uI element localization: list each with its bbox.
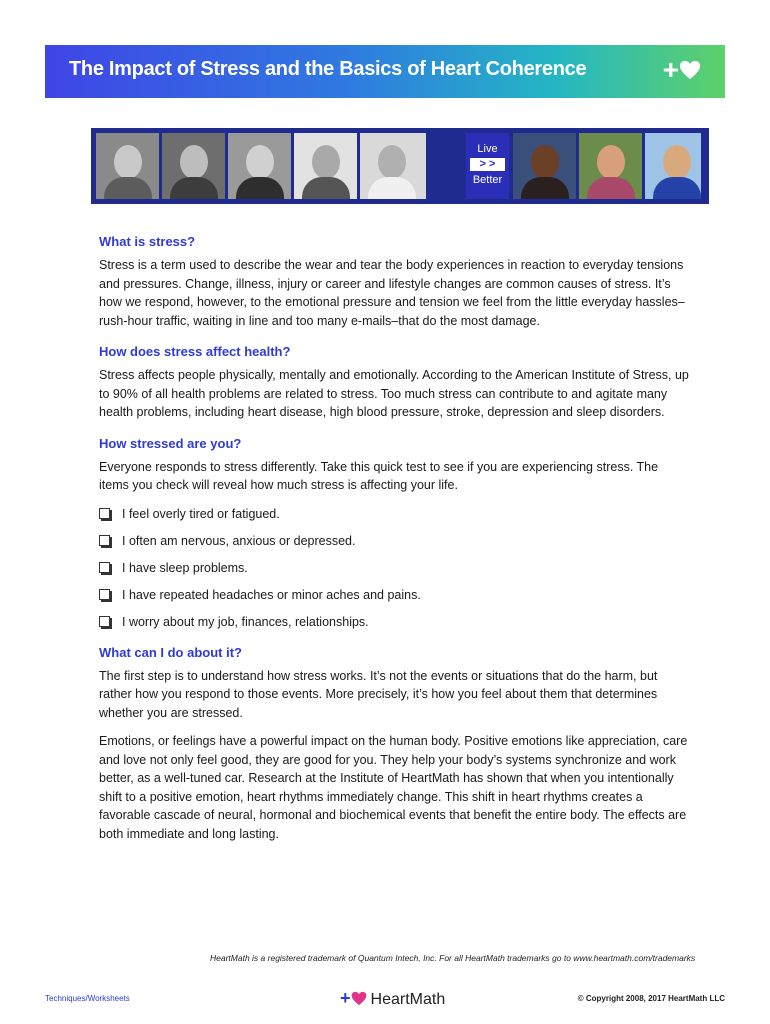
live-better-badge [466,133,509,199]
checkbox-icon[interactable] [99,616,110,627]
section-paragraph: Everyone responds to stress differently. Take this quick test to see if you are experiencing stress. The items you check will reveal how much stress is affecting your life. [99,459,659,492]
arrows-icon: > > [470,158,505,171]
checklist-item[interactable] [99,559,691,577]
brand-name: HeartMath [370,991,446,1008]
checkbox-icon[interactable] [99,562,110,573]
photo-stressed-man [228,133,291,199]
checkbox-icon[interactable] [99,535,110,546]
live-label: Live [477,143,498,155]
section-health-effects [99,344,691,422]
checklist-label: I often am nervous, anxious or depressed. [122,533,356,548]
page-title: The Impact of Stress and the Basics of Heart Coherence [69,58,587,80]
main-content [99,234,691,857]
checklist-label: I have repeated headaches or minor aches and pains. [122,587,421,602]
section-paragraph: Stress affects people physically, mentally and emotionally. According to the American Institute of Stress, up to 90% of all health problems are related to stress. Too much stress can contribute to and agitate many health problems, including heart disease, high blood pressure, stroke, depression and sleep disorders. [99,368,689,419]
checkbox-icon[interactable] [99,508,110,519]
section-stress-test [99,436,691,631]
checklist-item[interactable] [99,532,691,550]
section-paragraph: Emotions, or feelings have a powerful impact on the human body. Positive emotions like appreciation, care and love not only feel good, they are good for you. They help your body’s systems synchronize and work better, as a well-tuned car. Research at the Institute of HeartMath has shown that when you intentionally shift to a positive emotion, heart rhythms immediately change. This shift in heart rhythms creates a favorable cascade of neural, hormonal and biochemical events that benefit the entire body. The effects are both immediate and long lasting. [99,734,688,841]
heartmath-logo [663,55,701,85]
checklist-label: I have sleep problems. [122,560,248,575]
trademark-notice: HeartMath is a registered trademark of Quantum Intech, Inc. For all HeartMath trademarks go to www.heartmath.com/trademarks [210,953,696,963]
header-banner [45,45,725,98]
checklist-item[interactable] [99,613,691,631]
section-paragraph: Stress is a term used to describe the wear and tear the body experiences in reaction to everyday tensions and pressures. Change, illness, injury or career and lifestyle changes are common causes of stress. It’s how we respond, however, to the emotional pressure and tension we feel from the little everyday hassles–rush-hour traffic, waiting in line and too many e-mails–that do the most damage. [99,258,685,328]
section-what-can-i-do [99,645,691,844]
section-heading: How stressed are you? [99,435,242,451]
section-heading: How does stress affect health? [99,344,291,359]
checkbox-icon[interactable] [99,589,110,600]
footer-heartmath-logo [340,988,445,1009]
checklist-item[interactable] [99,505,691,523]
photo-smiling-man [645,133,701,199]
section-what-is-stress [99,234,691,330]
photo-anxious-woman [360,133,426,199]
heart-icon [679,59,701,81]
photo-worried-woman [294,133,357,199]
copyright: © Copyright 2008, 2017 HeartMath LLC [577,994,725,1003]
better-label: Better [472,174,503,186]
section-heading: What is stress? [99,234,196,249]
photo-stressed-woman-2 [162,133,225,199]
checklist-label: I worry about my job, finances, relationships. [122,614,369,629]
photo-smiling-woman [513,133,576,199]
photo-mother-daughter [579,133,642,199]
section-heading: What can I do about it? [99,644,242,660]
checklist-label: I feel overly tired or fatigued. [122,506,280,521]
plus-icon: + [340,988,351,1008]
footer-category: Techniques/Worksheets [45,994,130,1003]
photo-strip [91,128,709,204]
photo-stressed-woman [96,133,159,199]
stress-checklist [99,505,691,631]
checklist-item[interactable] [99,586,691,604]
heart-icon [351,991,367,1006]
plus-icon: + [662,54,679,85]
section-paragraph: The first step is to understand how stress works. It’s not the events or situations that do the harm, but rather how you respond to those events. More precisely, it’s how you feel about them that determines whether you are stressed. [99,668,658,720]
